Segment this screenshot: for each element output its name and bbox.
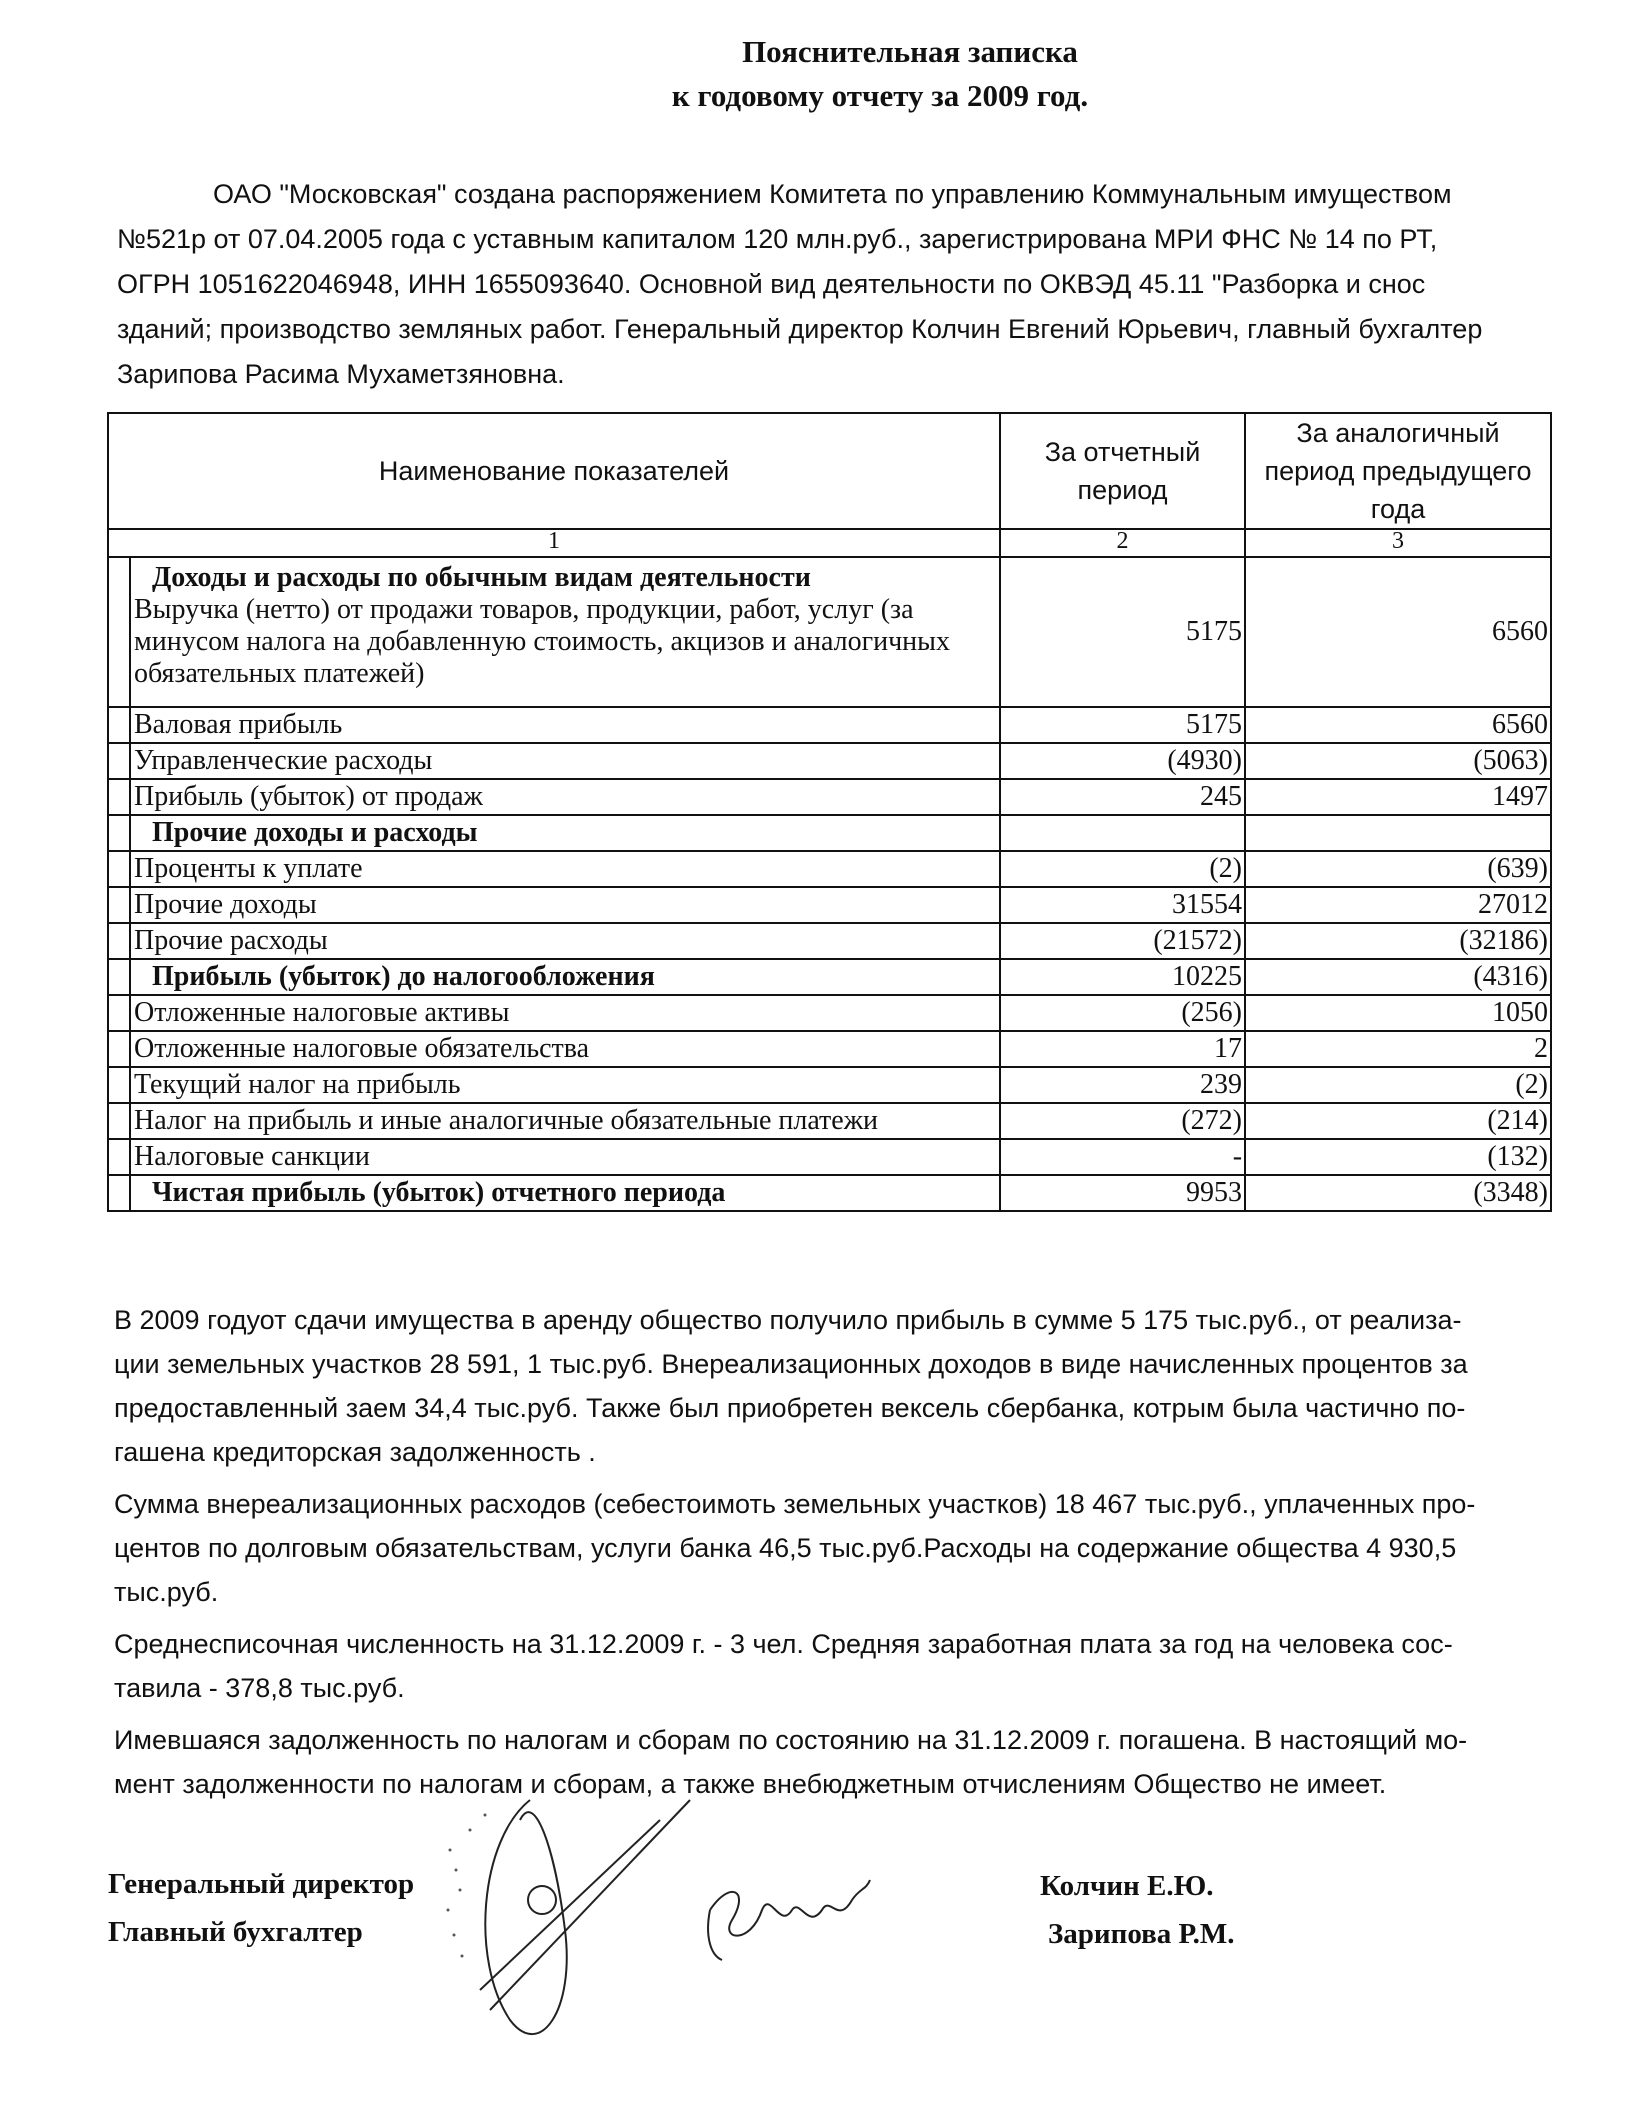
row-label: Налог на прибыль и иные аналогичные обязательные платежи — [130, 1103, 1000, 1139]
notes-section — [114, 1298, 1579, 1806]
current-value: 31554 — [1000, 887, 1245, 923]
accountant-title: Главный бухгалтер — [108, 1916, 363, 1948]
row-label — [130, 557, 1000, 707]
row-label: Отложенные налоговые обязательства — [130, 1031, 1000, 1067]
financial-results-table — [107, 412, 1552, 1212]
table-index-row — [108, 529, 1551, 557]
document-title: Пояснительная записка — [742, 34, 1078, 69]
previous-value: (214) — [1245, 1103, 1551, 1139]
table-row — [108, 707, 1551, 743]
table-row — [108, 557, 1551, 707]
row-label: Прочие доходы — [130, 887, 1000, 923]
table-row — [108, 959, 1551, 995]
section-heading: Прочие доходы и расходы — [152, 817, 478, 848]
intro-line: ОАО "Московская" создана распоряжением Комитета по управлению Коммунальным имуществом — [213, 179, 1452, 209]
current-value — [1000, 815, 1245, 851]
current-value: - — [1000, 1139, 1245, 1175]
row-label: Проценты к уплате — [130, 851, 1000, 887]
notes-line: мент задолженности по налогам и сборам, а также внебюджетным отчислениям Общество не имеет. — [114, 1769, 1387, 1799]
signature-loop — [485, 1800, 566, 2034]
index-cell: 2 — [1000, 529, 1245, 557]
previous-value — [1245, 815, 1551, 851]
notes-line: гашена кредиторская задолженность . — [114, 1437, 596, 1467]
accountant-name: Зарипова Р.М. — [1048, 1918, 1235, 1950]
current-value: 5175 — [1000, 557, 1245, 707]
table-row — [108, 887, 1551, 923]
table-row — [108, 743, 1551, 779]
header-indicator-name: Наименование показателей — [108, 413, 1000, 529]
header-previous-period: За аналогичный период предыдущего года — [1245, 413, 1551, 529]
current-value: (256) — [1000, 995, 1245, 1031]
previous-value: 1497 — [1245, 779, 1551, 815]
notes-line: В 2009 годуот сдачи имущества в аренду общество получило прибыль в сумме 5 175 тыс.руб., от реализа- — [114, 1305, 1462, 1335]
notes-line: Среднесписочная численность на 31.12.2009 г. - 3 чел. Средняя заработная плата за год на человека сос- — [114, 1629, 1453, 1659]
current-value: (2) — [1000, 851, 1245, 887]
row-label: Отложенные налоговые активы — [130, 995, 1000, 1031]
notes-line: ции земельных участков 28 591, 1 тыс.руб. Внереализационных доходов в виде начисленных процентов за — [114, 1349, 1468, 1379]
table-row — [108, 923, 1551, 959]
section-heading: Чистая прибыль (убыток) отчетного периода — [152, 1177, 726, 1208]
current-value: 10225 — [1000, 959, 1245, 995]
previous-value: 6560 — [1245, 707, 1551, 743]
document-subtitle: к годовому отчету за 2009 год. — [671, 78, 1089, 113]
signature-stroke — [490, 1800, 690, 2010]
previous-value: (132) — [1245, 1139, 1551, 1175]
current-value: 239 — [1000, 1067, 1245, 1103]
row-label: Прочие расходы — [130, 923, 1000, 959]
previous-value: 1050 — [1245, 995, 1551, 1031]
section-heading: Доходы и расходы по обычным видам деятельности — [152, 562, 811, 593]
table-row — [108, 815, 1551, 851]
director-name: Колчин Е.Ю. — [1040, 1870, 1214, 1902]
intro-line: зданий; производство земляных работ. Генеральный директор Колчин Евгений Юрьевич, главный бухгалтер — [117, 314, 1483, 344]
signature-stroke — [480, 1820, 660, 1990]
previous-value: (639) — [1245, 851, 1551, 887]
previous-value: (3348) — [1245, 1175, 1551, 1211]
row-label — [130, 1175, 1000, 1211]
row-label — [130, 815, 1000, 851]
intro-line: ОГРН 1051622046948, ИНН 1655093640. Основной вид деятельности по ОКВЭД 45.11 "Разборка и снос — [117, 269, 1426, 299]
intro-line: Зарипова Расима Мухаметзяновна. — [117, 359, 565, 389]
previous-value: (5063) — [1245, 743, 1551, 779]
table-row — [108, 1139, 1551, 1175]
previous-value: (4316) — [1245, 959, 1551, 995]
previous-value: (2) — [1245, 1067, 1551, 1103]
row-label: Налоговые санкции — [130, 1139, 1000, 1175]
current-value: (21572) — [1000, 923, 1245, 959]
row-label: Валовая прибыль — [130, 707, 1000, 743]
table-row — [108, 1103, 1551, 1139]
row-label: Прибыль (убыток) от продаж — [130, 779, 1000, 815]
current-value: 245 — [1000, 779, 1245, 815]
row-label-text: Выручка (нетто) от продажи товаров, продукции, работ, услуг (за минусом налога на добавленную стоимость, акцизов и аналогичных обязательных платежей) — [134, 594, 950, 689]
header-current-period: За отчетный период — [1000, 413, 1245, 529]
notes-line: тыс.руб. — [114, 1577, 219, 1607]
table-row — [108, 1031, 1551, 1067]
table-row — [108, 1175, 1551, 1211]
notes-line: предоставленный заем 34,4 тыс.руб. Также был приобретен вексель сбербанка, котрым была частично по- — [114, 1393, 1466, 1423]
notes-line: Сумма внереализационных расходов (себестоимоть земельных участков) 18 467 тыс.руб., уплаченных про- — [114, 1489, 1476, 1519]
accountant-signature-scribble — [710, 1880, 870, 1936]
notes-line: Имевшаяся задолженность по налогам и сборам по состоянию на 31.12.2009 г. погашена. В настоящий мо- — [114, 1725, 1468, 1755]
table-row — [108, 779, 1551, 815]
notes-line: тавила - 378,8 тыс.руб. — [114, 1673, 405, 1703]
row-label: Управленческие расходы — [130, 743, 1000, 779]
intro-paragraph — [117, 172, 1587, 397]
director-title: Генеральный директор — [108, 1868, 415, 1900]
signature-stamp-drawing — [360, 1760, 920, 2060]
previous-value: 6560 — [1245, 557, 1551, 707]
current-value: (272) — [1000, 1103, 1245, 1139]
table-header-row — [108, 413, 1551, 529]
current-value: 9953 — [1000, 1175, 1245, 1211]
current-value: 5175 — [1000, 707, 1245, 743]
previous-value: (32186) — [1245, 923, 1551, 959]
index-cell: 3 — [1245, 529, 1551, 557]
current-value: 17 — [1000, 1031, 1245, 1067]
row-label — [130, 959, 1000, 995]
table-row — [108, 995, 1551, 1031]
intro-line: №521р от 07.04.2005 года с уставным капиталом 120 млн.руб., зарегистрирована МРИ ФНС № 14 по РТ, — [117, 224, 1438, 254]
row-label: Текущий налог на прибыль — [130, 1067, 1000, 1103]
table-row — [108, 1067, 1551, 1103]
previous-value: 2 — [1245, 1031, 1551, 1067]
previous-value: 27012 — [1245, 887, 1551, 923]
notes-line: центов по долговым обязательствам, услуги банка 46,5 тыс.руб.Расходы на содержание общества 4 930,5 — [114, 1533, 1457, 1563]
current-value: (4930) — [1000, 743, 1245, 779]
table-row — [108, 851, 1551, 887]
index-cell: 1 — [108, 529, 1000, 557]
section-heading: Прибыль (убыток) до налогообложения — [152, 961, 655, 992]
